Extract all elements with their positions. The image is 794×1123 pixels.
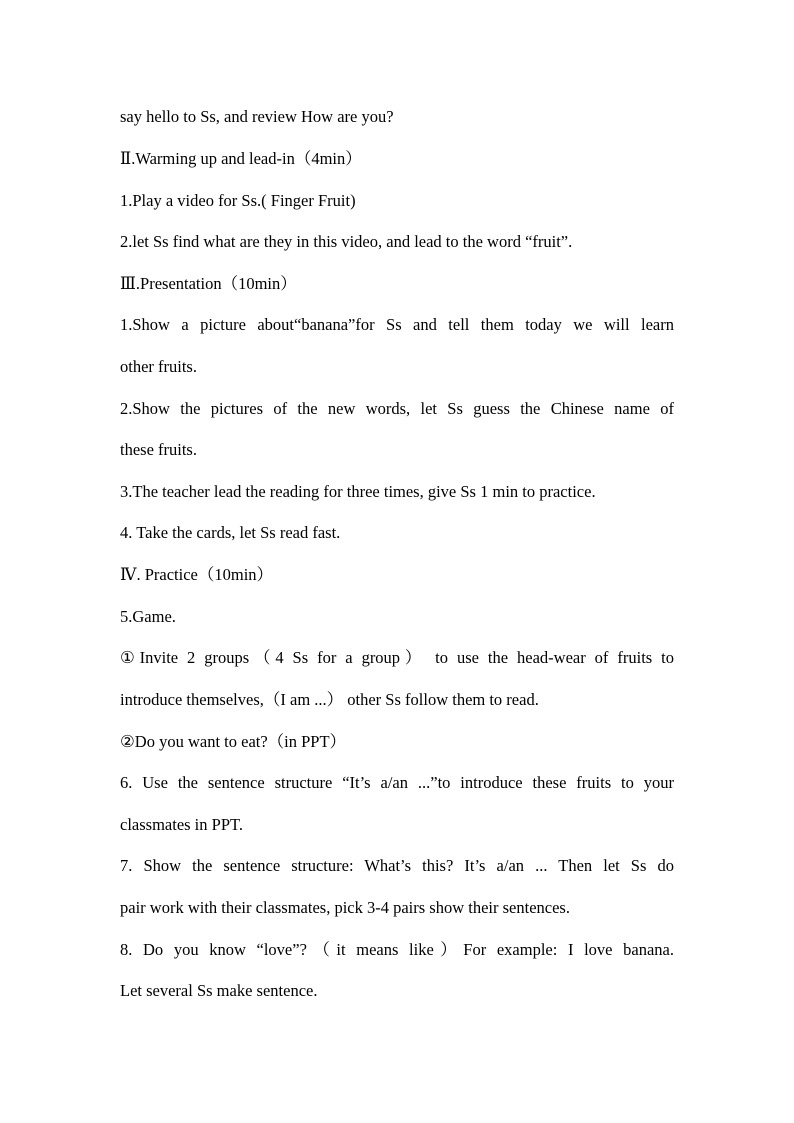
text-line-22: Let several Ss make sentence.	[120, 981, 318, 1000]
section-heading-warming-up: Ⅱ.Warming up and lead-in（4min）	[120, 149, 362, 168]
text-line-19: 7. Show the sentence structure: What’s this? It’s a/an ... Then let Ss do	[120, 856, 674, 875]
text-line-13: 5.Game.	[120, 607, 176, 626]
text-line-20: pair work with their classmates, pick 3-4 pairs show their sentences.	[120, 898, 570, 917]
text-line-4: 2.let Ss find what are they in this video, and lead to the word “fruit”.	[120, 232, 573, 251]
text-line-14: ①Invite 2 groups（4 Ss for a group） to use the head-wear of fruits to	[120, 648, 674, 667]
text-line-10: 3.The teacher lead the reading for three times, give Ss 1 min to practice.	[120, 482, 596, 501]
section-heading-presentation: Ⅲ.Presentation（10min）	[120, 274, 297, 293]
text-line-3: 1.Play a video for Ss.( Finger Fruit)	[120, 191, 356, 210]
text-line-16: ②Do you want to eat?（in PPT）	[120, 732, 347, 751]
text-line-11: 4. Take the cards, let Ss read fast.	[120, 523, 341, 542]
text-line-21: 8. Do you know “love”?（it means like）For example: I love banana.	[120, 940, 674, 959]
text-line-6: 1.Show a picture about“banana”for Ss and tell them today we will learn	[120, 315, 674, 334]
text-line-17: 6. Use the sentence structure “It’s a/an ...”to introduce these fruits to your	[120, 773, 674, 792]
text-line-7: other fruits.	[120, 357, 197, 376]
text-line-1: say hello to Ss, and review How are you?	[120, 107, 394, 126]
text-line-18: classmates in PPT.	[120, 815, 243, 834]
text-line-8: 2.Show the pictures of the new words, let Ss guess the Chinese name of	[120, 399, 674, 418]
text-line-9: these fruits.	[120, 440, 197, 459]
section-heading-practice: Ⅳ. Practice（10min）	[120, 565, 274, 584]
text-line-15: introduce themselves,（I am ...） other Ss follow them to read.	[120, 690, 539, 709]
